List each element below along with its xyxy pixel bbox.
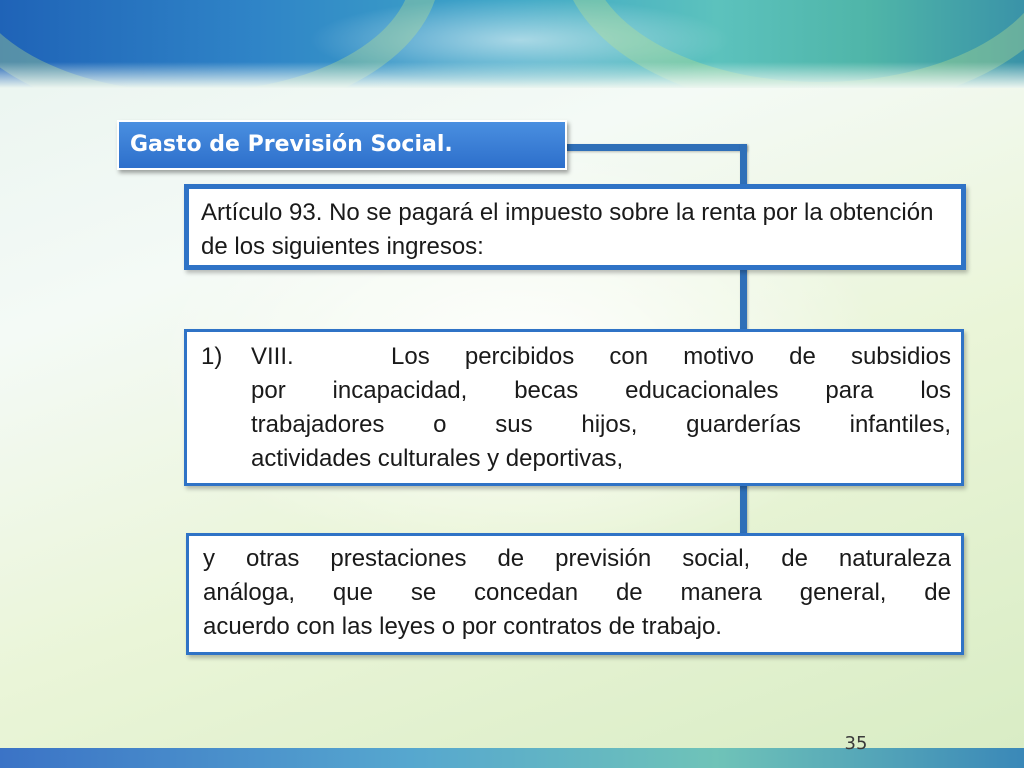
page-number: 35 xyxy=(844,733,868,754)
item-line: trabajadores o sus hijos, guarderías infantiles, xyxy=(251,411,951,438)
slide-title: Gasto de Previsión Social. xyxy=(117,120,567,170)
otras-box xyxy=(186,533,964,655)
decorative-swirl xyxy=(560,0,1024,88)
item-lead-line xyxy=(251,340,951,374)
articulo-text: Artículo 93. No se pagará el impuesto sobre la renta por la obtención de los siguientes ingresos: xyxy=(201,199,934,260)
item-viii-box xyxy=(184,329,964,486)
item-lead: Los percibidos con motivo de subsidios xyxy=(391,343,951,370)
header-decoration xyxy=(0,0,1024,88)
connector-line-top xyxy=(566,144,747,151)
articulo-box xyxy=(184,184,966,270)
item-body xyxy=(251,340,951,483)
otras-last-line: acuerdo con las leyes o por contratos de trabajo. xyxy=(203,613,722,640)
otras-line: análoga, que se concedan de manera general, de xyxy=(203,579,951,606)
item-number: 1) xyxy=(201,343,223,370)
item-last-line: actividades culturales y deportivas, xyxy=(251,445,624,472)
item-line: por incapacidad, becas educacionales para los xyxy=(251,377,951,404)
item-roman: VIII. xyxy=(251,343,294,370)
decorative-swirl xyxy=(0,0,440,88)
otras-line: y otras prestaciones de previsión social, de naturaleza xyxy=(203,545,951,572)
